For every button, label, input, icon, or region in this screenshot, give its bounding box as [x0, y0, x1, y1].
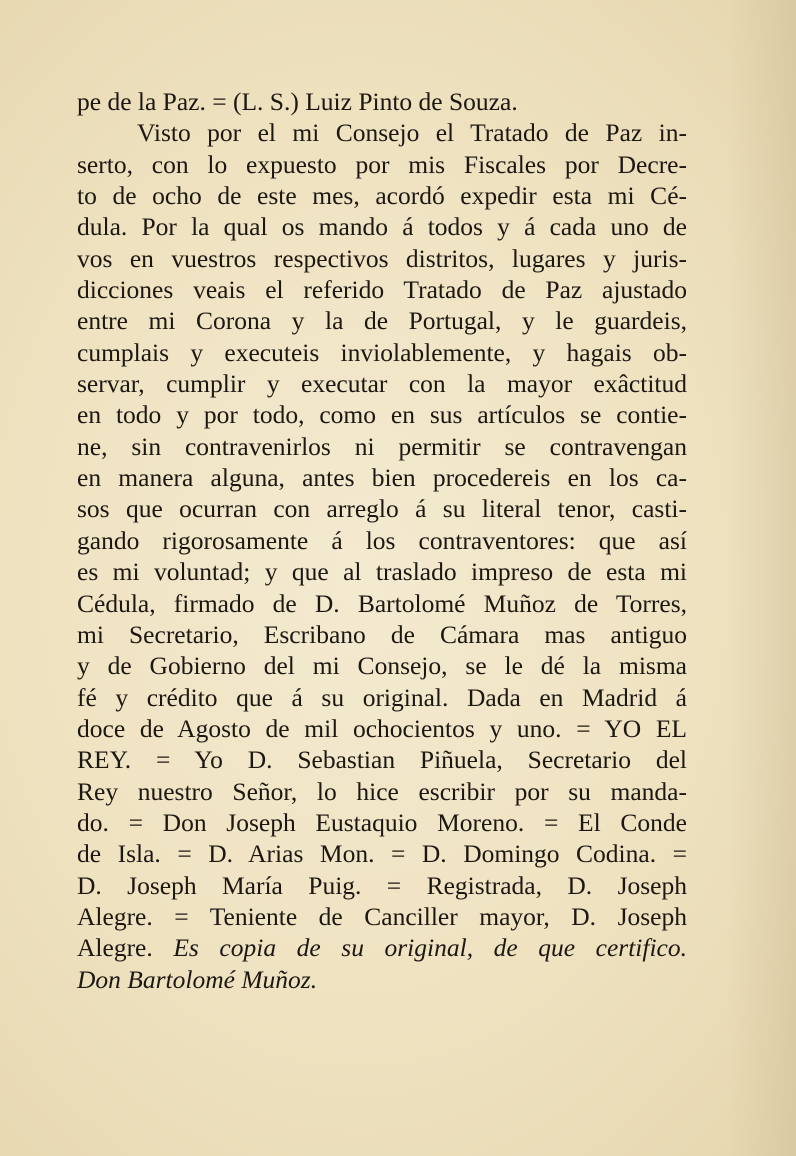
text-line: Visto por el mi Consejo el Tratado de Paz in- — [137, 118, 687, 148]
text-line: do. = Don Joseph Eustaquio Moreno. = El Conde — [77, 807, 687, 837]
text-line: fé y crédito que á su original. Dada en Madrid á — [77, 682, 687, 712]
text-line: entre mi Corona y la de Portugal, y le guardeis, — [77, 306, 687, 336]
text-line: de Isla. = D. Arias Mon. = D. Domingo Codina. = — [77, 839, 687, 869]
text-line: Cédula, firmado de D. Bartolomé Muñoz de Torres, — [77, 588, 687, 618]
certification-text: Es copia de su original, de que certifico. — [173, 933, 687, 963]
text-line: dicciones veais el referido Tratado de Paz ajustado — [77, 275, 687, 305]
text-line: Alegre. = Teniente de Canciller mayor, D. Joseph — [77, 901, 687, 931]
text-line: to de ocho de este mes, acordó expedir esta mi Cé- — [77, 181, 687, 211]
text-line: pe de la Paz. = (L. S.) Luiz Pinto de Souza. — [77, 87, 518, 116]
text-line: servar, cumplir y executar con la mayor exâctitud — [77, 369, 687, 399]
text-line: en todo y por todo, como en sus artículos se contie- — [77, 400, 687, 430]
text-line: vos en vuestros respectivos distritos, lugares y juris- — [77, 243, 687, 273]
text-segment: Alegre. — [77, 933, 153, 963]
text-line: D. Joseph María Puig. = Registrada, D. Joseph — [77, 870, 687, 900]
text-line: gando rigorosamente á los contraventores: que así — [77, 525, 687, 555]
text-line: dula. Por la qual os mando á todos y á cada uno de — [77, 212, 687, 242]
text-line: es mi voluntad; y que al traslado impreso de esta mi — [77, 557, 687, 587]
text-line: REY. = Yo D. Sebastian Piñuela, Secretario del — [77, 745, 687, 775]
text-line: en manera alguna, antes bien procedereis en los ca- — [77, 463, 687, 493]
document-body — [77, 86, 687, 995]
text-line: Rey nuestro Señor, lo hice escribir por su manda- — [77, 776, 687, 806]
text-line: serto, con lo expuesto por mis Fiscales por Decre- — [77, 149, 687, 179]
text-line: ne, sin contravenirlos ni permitir se contravengan — [77, 431, 687, 461]
text-line: doce de Agosto de mil ochocientos y uno. = YO EL — [77, 713, 687, 743]
text-line: sos que ocurran con arreglo á su literal tenor, casti- — [77, 494, 687, 524]
text-line — [77, 932, 687, 963]
text-line: y de Gobierno del mi Consejo, se le dé la misma — [77, 651, 687, 681]
text-line: mi Secretario, Escribano de Cámara mas antiguo — [77, 619, 687, 649]
text-line: cumplais y executeis inviolablemente, y hagais ob- — [77, 337, 687, 367]
signature-text: Don Bartolomé Muñoz. — [77, 964, 318, 994]
page-edge-shading — [726, 0, 796, 1156]
